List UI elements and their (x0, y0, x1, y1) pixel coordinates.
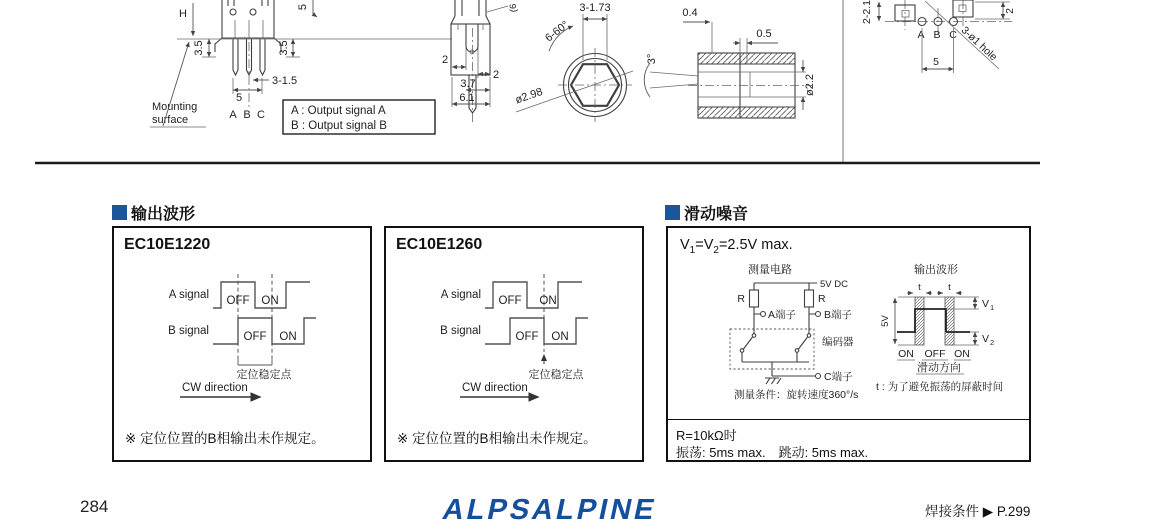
vmax-sub2: 2 (713, 244, 719, 256)
detent-point-label: 定位稳定点 (528, 369, 584, 381)
vmax-condition (680, 237, 793, 256)
pin-b-label: B (243, 109, 251, 121)
legend-output-a: A : Output signal A (291, 105, 386, 117)
a-on-label: ON (539, 295, 557, 307)
legend-output-b: B : Output signal B (291, 120, 387, 132)
page-number: 284 (80, 497, 109, 516)
dimension-drawings (0, 0, 1150, 190)
hex-shaft-view (514, 2, 633, 122)
noise-box-divider (668, 419, 1029, 420)
terminal-c-label: C端子 (824, 371, 853, 383)
dim-3-1-5: 3-1.5 (272, 75, 298, 87)
t-right-label: t (948, 282, 951, 293)
dim-2-right: 2 (492, 69, 500, 81)
model-name-1: EC10E1220 (124, 236, 211, 253)
side-view-drawing (442, 0, 519, 122)
pcb-hole-a-label: A (917, 29, 925, 41)
on-left-label: ON (898, 348, 914, 360)
dim-6-1: 6.1 (459, 92, 475, 104)
dim-5-pins: 5 (235, 92, 243, 104)
sliding-direction-label: 滑动方向 (917, 362, 961, 374)
dim-h: H (179, 8, 187, 20)
pcb-pattern-view (861, 0, 1016, 73)
a-off-label: OFF (226, 295, 250, 307)
waveform-box-ec10e1220 (112, 226, 372, 462)
vmax-v1: V (680, 237, 690, 253)
waveform-box-ec10e1260 (384, 226, 644, 462)
noise-diagrams (668, 257, 1029, 417)
dim-3deg: 3° (646, 53, 658, 65)
terminal-b-label: B端子 (824, 309, 853, 321)
terminal-a-label: A端子 (768, 309, 797, 321)
waveform-diagram-1260 (386, 264, 640, 414)
noise-spec: 振荡: 5ms max. 跳动: 5ms max. (676, 445, 869, 460)
front-view-drawing (150, 0, 452, 134)
encoder-label: 编码器 (822, 336, 854, 348)
pcb-hole-note: 3-ø1 hole (958, 24, 1000, 64)
a-off-label: OFF (498, 295, 522, 307)
sliding-noise-box (666, 226, 1031, 462)
noise-output-waveform (876, 262, 1003, 393)
noise-wave-title: 输出波形 (914, 264, 958, 276)
alps-alpine-logo: ALPSALPINE (439, 494, 661, 526)
dim-3-5-left: 3.5 (193, 40, 205, 56)
blue-square-bullet (665, 205, 680, 220)
v2-label: V (982, 333, 990, 345)
b-signal-label: B signal (168, 325, 209, 337)
dim-pcb-5: 5 (933, 56, 939, 68)
mounting-surface-label2: surface (152, 114, 189, 126)
r-condition: R=10kΩ时 (676, 428, 737, 443)
pcb-hole-c-label: C (949, 29, 957, 41)
a-signal-label: A signal (440, 289, 481, 301)
sliding-noise-title: 滑动噪音 (684, 206, 749, 223)
b-on-label: ON (551, 331, 569, 343)
b-signal-label: B signal (440, 325, 481, 337)
dim-dia-2-98: ø2.98 (513, 85, 545, 107)
soldering-conditions-link[interactable]: 焊接条件 ▶ P.299 (925, 504, 1031, 519)
v1-sub: 1 (990, 303, 995, 312)
sliding-noise-header (665, 201, 748, 224)
resistor-right-label: R (818, 293, 826, 305)
dim-5-top: 5 (297, 3, 309, 11)
circuit-title: 测量电路 (748, 264, 792, 276)
off-mid-label: OFF (924, 348, 946, 360)
v1-label: V (982, 298, 990, 310)
dim-3-5-right: 3.5 (278, 40, 290, 56)
b-on-label: ON (279, 331, 297, 343)
resistor-left-label: R (737, 293, 745, 305)
b-off-label: OFF (515, 331, 539, 343)
b-phase-note-2: ※ 定位位置的B相输出未作规定。 (397, 431, 597, 446)
dim-dia-2-2: ø2.2 (804, 73, 816, 97)
dim-3-1-73: 3-1.73 (579, 2, 611, 14)
dim-2-left: 2 (441, 54, 449, 66)
waveform-diagram-1220 (114, 264, 368, 414)
b-phase-note-1: ※ 定位位置的B相输出未作规定。 (125, 431, 325, 446)
a-signal-label: A signal (168, 289, 209, 301)
dim-6-top: (6 (508, 3, 519, 13)
blue-square-bullet (112, 205, 127, 220)
vmax-sub1: 1 (689, 244, 696, 256)
output-waveform-header (112, 201, 195, 224)
model-name-2: EC10E1260 (396, 236, 483, 253)
dim-pcb-2: 2 (1004, 8, 1016, 14)
t-note: t : 为了避免振荡的屏蔽时间 (876, 381, 1004, 393)
measurement-circuit (730, 262, 858, 401)
cw-direction-label: CW direction (182, 382, 248, 394)
output-waveform-title: 输出波形 (131, 206, 196, 223)
mounting-surface-label: Mounting (152, 101, 198, 113)
pin-c-label: C (257, 109, 265, 121)
cw-direction-label: CW direction (462, 382, 528, 394)
dim-0-5: 0.5 (756, 28, 772, 40)
pcb-hole-b-label: B (933, 29, 941, 41)
pin-a-label: A (229, 109, 237, 121)
measurement-condition: 测量条件：旋转速度360°/s (734, 389, 859, 401)
a-on-label: ON (261, 295, 279, 307)
dim-6-60deg: 6-60° (543, 18, 572, 45)
dim-0-4: 0.4 (682, 7, 698, 19)
detent-point-label: 定位稳定点 (236, 369, 292, 381)
dim-2-2-1: 2-2.1 (861, 0, 873, 24)
supply-label: 5V DC (820, 279, 848, 290)
v2-sub: 2 (990, 338, 995, 347)
bushing-section-view (644, 7, 816, 118)
vmax-mid: =V (695, 237, 714, 253)
vmax-rest: =2.5V max. (718, 237, 793, 253)
on-right-label: ON (954, 348, 970, 360)
b-off-label: OFF (243, 331, 267, 343)
axis-5v-label: 5V (880, 315, 891, 327)
t-left-label: t (918, 282, 921, 293)
dim-3-7: 3.7 (460, 78, 476, 90)
